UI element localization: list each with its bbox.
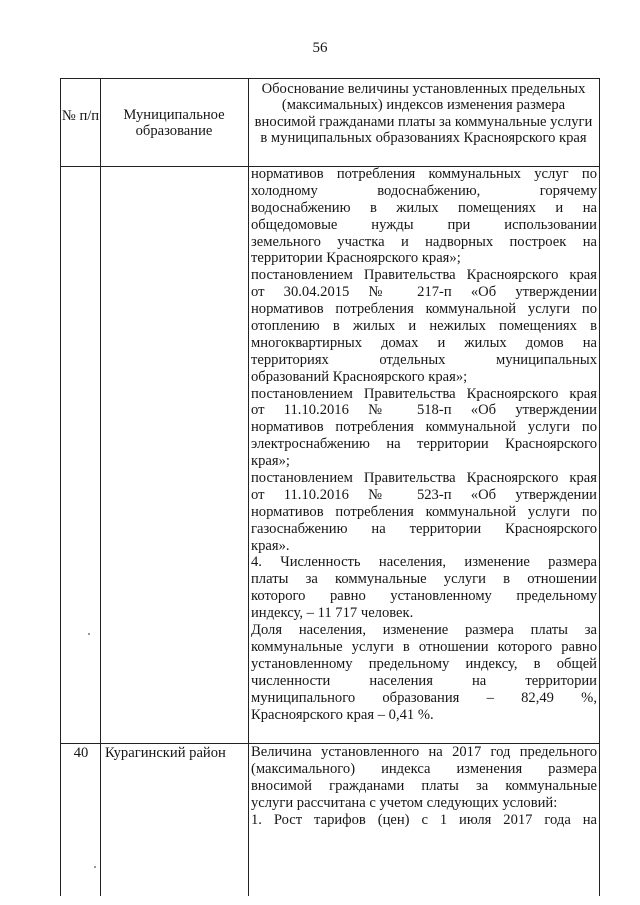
text-line: Красноярского края – 0,41 %. [251,706,434,723]
text-line: территориях отдельных муниципальных [251,351,597,368]
text-line: вносимой гражданами платы за коммунальные [251,777,597,794]
text-line: многоквартирных домах и жилых домов на [251,334,597,351]
page-number: 56 [312,40,328,56]
text-line: края». [251,537,290,554]
municipality-name: Курагинский район [105,745,226,761]
justification-text-row-40 [251,744,597,828]
column-divider-2 [248,78,249,896]
text-line: нормативов потребления коммунальной услуги по [251,301,597,318]
text-line: платы за коммунальные услуги в отношении [251,571,597,588]
text-line: электроснабжению на территории Красноярского [251,436,597,453]
text-line: образований Красноярского края»; [251,368,468,385]
text-line: Величина установленного на 2017 год предельного [251,744,597,760]
row-number: 40 [73,745,89,761]
text-line: муниципального образования – 82,49 %, [251,689,597,706]
header-justification-column: Обоснование величины установленных предельных (максимальных) индексов изменения размера вносимой гражданами платы за коммунальные услуги в муниципальных образованиях Красноярского края [254,81,593,147]
text-line: от 11.10.2016 № 518-п «Об утверждении [251,402,597,419]
scan-speck [88,633,90,635]
text-line: Доля населения, изменение размера платы за [251,622,597,639]
text-line: отоплению в жилых и нежилых помещениях в [251,318,597,335]
table-border-right [599,78,600,896]
text-line: холодному водоснабжению, горячему [251,182,597,199]
text-line: нормативов потребления коммунальных услуг по [251,166,597,182]
text-line: которого равно установленному предельному [251,588,597,605]
header-municipality-column: Муниципальное образование [123,107,225,139]
text-line: 4. Численность населения, изменение размера [251,554,597,571]
justification-table [60,78,600,896]
text-line: от 11.10.2016 № 523-п «Об утверждении [251,486,597,503]
text-line: (максимального) индекса изменения размера [251,760,597,777]
table-border-top [60,78,600,79]
text-line: постановлением Правительства Красноярского края [251,267,597,284]
text-line: услуги рассчитана с учетом следующих условий: [251,794,558,811]
text-line: нормативов потребления коммунальной услуги по [251,503,597,520]
header-number-column: № п/п [61,108,100,124]
text-line: общедомовые нужды при использовании [251,216,597,233]
text-line: постановлением Правительства Красноярского края [251,470,597,487]
text-line: газоснабжению на территории Красноярского [251,520,597,537]
table-border-left [60,78,61,896]
text-line: земельного участка и надворных построек на [251,233,597,250]
scan-speck [94,866,96,868]
text-line: края»; [251,453,290,470]
text-line: постановлением Правительства Красноярского края [251,385,597,402]
text-line: установленному предельному индексу, в общей [251,655,597,672]
text-line: от 30.04.2015 № 217-п «Об утверждении [251,284,597,301]
column-divider-1 [100,78,101,896]
text-line: коммунальные услуги в отношении которого равно [251,638,597,655]
text-line: территории Красноярского края»; [251,250,461,267]
text-line: нормативов потребления коммунальной услуги по [251,419,597,436]
text-line: индексу, – 11 717 человек. [251,605,414,622]
text-line: численности населения на территории [251,672,597,689]
text-line: 1. Рост тарифов (цен) с 1 июля 2017 года на [251,811,597,828]
justification-text-continuation [251,166,597,723]
text-line: водоснабжению в жилых помещениях и на [251,199,597,216]
